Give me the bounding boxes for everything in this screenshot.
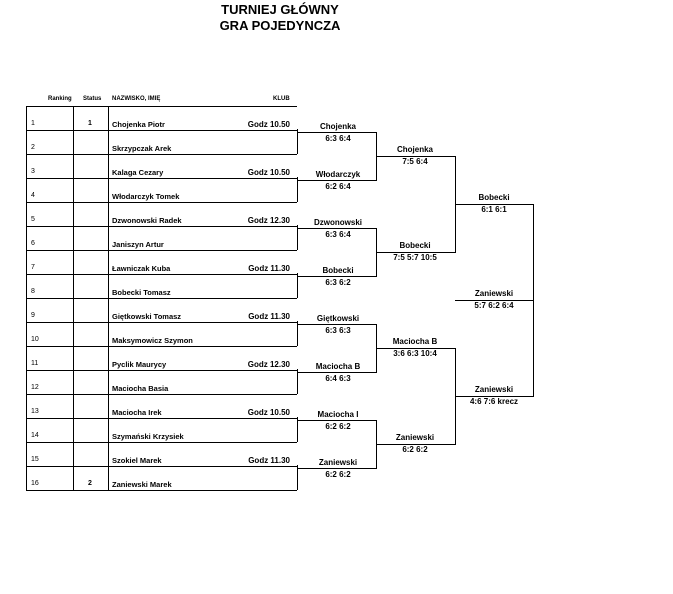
player-name: Giętkowski Tomasz	[112, 312, 182, 321]
r3-score: 4:6 7:6 krecz	[469, 397, 519, 406]
r1-winner-line	[297, 180, 377, 181]
ranking-number: 14	[31, 432, 39, 439]
r1-winner-line	[297, 324, 377, 325]
status-seed: 1	[88, 120, 92, 127]
ranking-number: 2	[31, 144, 35, 151]
r1-score: 6:3 6:2	[325, 278, 351, 287]
final-winner: Zaniewski	[474, 289, 514, 298]
player-name: Maksymowicz Szymon	[112, 336, 193, 345]
title-line2: GRA POJEDYNCZA	[219, 18, 341, 33]
r2-winner: Chojenka	[396, 145, 433, 154]
r1-score: 6:4 6:3	[325, 374, 351, 383]
player-name: Zaniewski Marek	[112, 480, 172, 489]
r1-winner: Chojenka	[319, 122, 356, 131]
row-divider	[26, 130, 297, 131]
r1-winner: Bobecki	[322, 266, 354, 275]
match-time: Godz 10.50	[247, 408, 290, 417]
player-name: Maciocha Irek	[112, 408, 162, 417]
match-time: Godz 12.30	[247, 216, 290, 225]
row-divider	[26, 466, 297, 467]
r3-winner: Zaniewski	[474, 385, 514, 394]
row-divider	[26, 202, 297, 203]
ranking-number: 13	[31, 408, 39, 415]
r2-winner-line	[376, 348, 456, 349]
r1-winner-line	[297, 228, 377, 229]
ranking-number: 4	[31, 192, 35, 199]
r3-score: 6:1 6:1	[481, 205, 507, 214]
row-divider	[26, 322, 297, 323]
row-divider	[26, 250, 297, 251]
player-name: Szymański Krzysiek	[112, 432, 184, 441]
r2-winner-line	[376, 444, 456, 445]
player-name: Chojenka Piotr	[112, 120, 165, 129]
player-name: Włodarczyk Tomek	[112, 192, 180, 201]
match-time: Godz 11.30	[248, 456, 290, 465]
header-status: Status	[83, 96, 102, 102]
r1-score: 6:2 6:2	[325, 470, 351, 479]
status-seed: 2	[88, 480, 92, 487]
final-score: 5:7 6:2 6:4	[474, 301, 514, 310]
r1-winner: Zaniewski	[318, 458, 358, 467]
ranking-number: 10	[31, 336, 39, 343]
r1-score: 6:3 6:3	[325, 326, 351, 335]
r1-score: 6:3 6:4	[325, 134, 351, 143]
r2-score: 7:5 6:4	[402, 157, 428, 166]
r2-winner: Bobecki	[399, 241, 431, 250]
r3-winner-line	[455, 396, 534, 397]
r3-winner-line	[455, 204, 534, 205]
row-divider	[26, 442, 297, 443]
match-time: Godz 11.30	[248, 312, 290, 321]
row-divider	[26, 418, 297, 419]
r1-winner-line	[297, 132, 377, 133]
match-time: Godz 10.50	[247, 120, 290, 129]
header-name: NAZWISKO, IMIĘ	[112, 96, 161, 102]
row-divider	[26, 490, 297, 491]
ranking-number: 6	[31, 240, 35, 247]
r1-winner: Maciocha B	[315, 362, 361, 371]
row-divider	[26, 298, 297, 299]
match-time: Godz 12.30	[247, 360, 290, 369]
r1-winner: Giętkowski	[316, 314, 360, 323]
ranking-number: 16	[31, 480, 39, 487]
ranking-number: 9	[31, 312, 35, 319]
r2-score: 3:6 6:3 10:4	[393, 349, 437, 358]
ranking-number: 8	[31, 288, 35, 295]
row-divider	[26, 274, 297, 275]
row-divider	[26, 178, 297, 179]
ranking-number: 1	[31, 120, 35, 127]
r2-winner: Zaniewski	[395, 433, 435, 442]
ranking-number: 5	[31, 216, 35, 223]
player-name: Szokiel Marek	[112, 456, 162, 465]
r1-winner-line	[297, 420, 377, 421]
ranking-number: 15	[31, 456, 39, 463]
row-divider	[26, 394, 297, 395]
player-name: Pyclik Maurycy	[112, 360, 167, 369]
r1-winner-line	[297, 276, 377, 277]
r1-winner: Włodarczyk	[315, 170, 361, 179]
player-name: Skrzypczak Arek	[112, 144, 172, 153]
r1-score: 6:3 6:4	[325, 230, 351, 239]
r1-winner-line	[297, 468, 377, 469]
ranking-number: 12	[31, 384, 39, 391]
player-name: Ławniczak Kuba	[112, 264, 171, 273]
match-time: Godz 11.30	[248, 264, 290, 273]
match-time: Godz 10.50	[247, 168, 290, 177]
r2-score: 6:2 6:2	[402, 445, 428, 454]
player-name: Kalaga Cezary	[112, 168, 164, 177]
r1-winner-line	[297, 372, 377, 373]
row-divider	[26, 370, 297, 371]
ranking-number: 7	[31, 264, 35, 271]
r3-winner: Bobecki	[478, 193, 510, 202]
header-club: KLUB	[273, 96, 290, 102]
title-line1: TURNIEJ GŁÓWNY	[221, 2, 339, 17]
r2-winner: Maciocha B	[392, 337, 438, 346]
player-name: Dzwonowski Radek	[112, 216, 182, 225]
r1-score: 6:2 6:2	[325, 422, 351, 431]
r2-winner-line	[376, 156, 456, 157]
player-name: Maciocha Basia	[112, 384, 169, 393]
r2-winner-line	[376, 252, 456, 253]
row-divider	[26, 346, 297, 347]
row-divider	[26, 154, 297, 155]
r2-score: 7:5 5:7 10:5	[393, 253, 437, 262]
player-name: Bobecki Tomasz	[112, 288, 171, 297]
player-name: Janiszyn Artur	[112, 240, 164, 249]
r1-score: 6:2 6:4	[325, 182, 351, 191]
r1-winner: Maciocha I	[317, 410, 359, 419]
r1-winner: Dzwonowski	[313, 218, 362, 227]
ranking-number: 11	[31, 360, 39, 367]
header-ranking: Ranking	[48, 96, 72, 102]
table-top-border	[26, 106, 297, 107]
row-divider	[26, 226, 297, 227]
ranking-number: 3	[31, 168, 35, 175]
